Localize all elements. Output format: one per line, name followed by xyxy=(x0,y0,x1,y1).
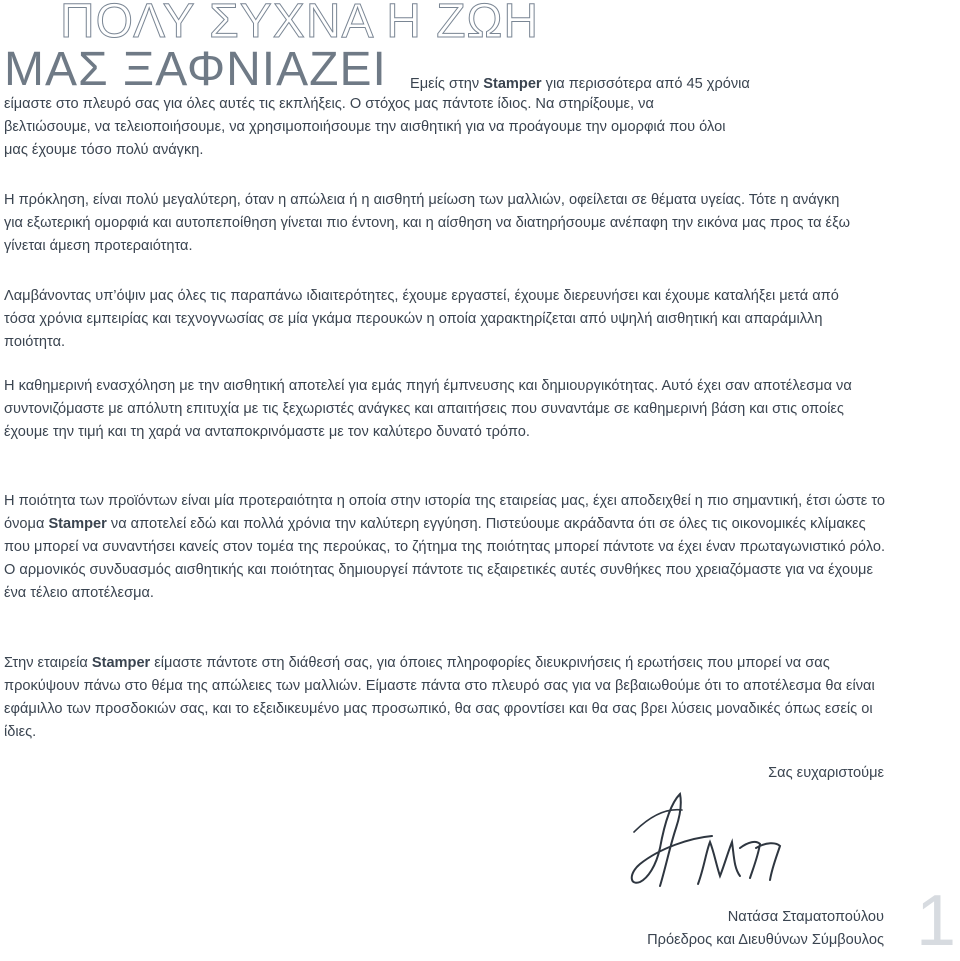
intro-post: για περισσότερα από 45 χρόνια xyxy=(541,76,750,92)
paragraph-6-text xyxy=(4,652,894,744)
paragraph-2-text: Η πρόκληση, είναι πολύ μεγαλύτερη, όταν η απώλεια ή η αισθητή μείωση των μαλλιών, οφείλεται σε θέματα υγείας. Τότε η ανάγκη για εξωτερική ομορφιά και αυτοπεποίθηση γίνεται πιο έντονη, και η αίσθηση να διατηρήσουμε ανέπαφη την εικόνα μας προς τα έξω γίνεται άμεση προτεραιότητα. xyxy=(4,192,850,254)
paragraph-5 xyxy=(4,490,889,605)
paragraph-6 xyxy=(4,652,894,744)
p6-brand: Stamper xyxy=(91,655,151,671)
p5-brand: Stamper xyxy=(48,516,107,532)
signatory-role: Πρόεδρος και Διευθύνων Σύμβουλος xyxy=(647,932,884,948)
paragraph-5-text xyxy=(4,490,889,605)
paragraph-4 xyxy=(4,375,854,444)
signature-image xyxy=(620,786,790,896)
heading-line-1: ΠΟΛΥ ΣΥΧΝΑ Η ΖΩΗ xyxy=(60,0,540,48)
intro-line-3: μας έχουμε τόσο πολύ ανάγκη. xyxy=(4,142,204,158)
paragraph-4-text: Η καθημερινή ενασχόληση με την αισθητική αποτελεί για εμάς πηγή έμπνευσης και δημιουργικότητας. Αυτό έχει σαν αποτέλεσμα να συντονιζόμαστε με απόλυτη επιτυχία με τις ξεχωριστές ανάγκες και απαιτήσεις που συναντάμε σε καθημερινή βάση και στις οποίες έχουμε την τιμή και τη χαρά να ανταποκρινόμαστε με τον καλύτερο δυνατό τρόπο. xyxy=(4,378,852,440)
thanks-text: Σας ευχαριστούμε xyxy=(768,765,884,781)
paragraph-3-text: Λαμβάνοντας υπ’όψιν μας όλες τις παραπάνω ιδιαιτερότητες, έχουμε εργαστεί, έχουμε διερευνήσει και έχουμε καταλήξει μετά από τόσα χρόνια εμπειρίας και τεχνογνωσίας σε μία γκάμα περουκών η οποία χαρακτηρίζεται από υψηλή αισθητική και απαράμιλλη ποιότητα. xyxy=(4,288,839,350)
paragraph-2 xyxy=(4,189,854,258)
signatory-name: Νατάσα Σταματοπούλου xyxy=(727,909,884,925)
paragraph-3 xyxy=(4,285,864,354)
p6-post: είμαστε πάντοτε στη διάθεσή σας, για όποιες πληροφορίες διευκρινήσεις ή ερωτήσεις που μπορεί να σας προκύψουν πάνω στο θέμα της απώλειες των μαλλιών. Είμαστε πάντα στο πλευρό σας για να βεβαιωθούμε ότι το αποτέλεσμα θα είναι εφάμιλλο των προσδοκιών σας, και το εξειδικευμένο μας προσωπικό, θα σας φροντίσει και θα σας βρει λύσεις μοναδικές όπως εσείς οι ίδιες. xyxy=(4,655,875,740)
intro-pre: Εμείς στην xyxy=(410,76,484,92)
page-number: 1 xyxy=(915,881,956,961)
signatory-block xyxy=(647,906,884,952)
intro-line-1: είμαστε στο πλευρό σας για όλες αυτές τις εκπλήξεις. Ο στόχος μας πάντοτε ίδιος. Να στηρίξουμε, να xyxy=(4,96,654,112)
p5-post: να αποτελεί εδώ και πολλά χρόνια την καλύτερη εγγύηση. Πιστεύουμε ακράδαντα ότι σε όλες τις οικονομικές κλίμακες που μπορεί να συναντήσει κανείς στον τομέα της περούκας, το ζήτημα της ποιότητας μπορεί πάντοτε να έχει έναν πρωταγωνιστικό ρόλο. Ο αρμονικός συνδυασμός αισθητικής και ποιότητας δημιουργεί πάντοτε τις εξαιρετικές αυτές συνθήκες που χρειαζόμαστε για να έχουμε ένα τέλειο αποτέλεσμα. xyxy=(4,516,886,601)
intro-inline-text xyxy=(410,76,750,92)
heading-line-2: ΜΑΣ ΞΑΦΝΙΑΖΕΙ xyxy=(4,43,387,96)
intro-line-2: βελτιώσουμε, να τελειοποιήσουμε, να χρησιμοποιήσουμε την αισθητική για να προάγουμε την ομορφιά που όλοι xyxy=(4,119,726,135)
p5-pre: Η ποιότητα των προϊόντων είναι μία προτεραιότητα η οποία στην ιστορία της εταιρείας μας, έχει αποδειχθεί η πιο σημαντική, έτσι ώστε το όνομα xyxy=(4,493,886,532)
p6-pre: Στην εταιρεία xyxy=(4,655,92,671)
brand-name: Stamper xyxy=(483,76,542,92)
intro-paragraph xyxy=(4,93,934,162)
